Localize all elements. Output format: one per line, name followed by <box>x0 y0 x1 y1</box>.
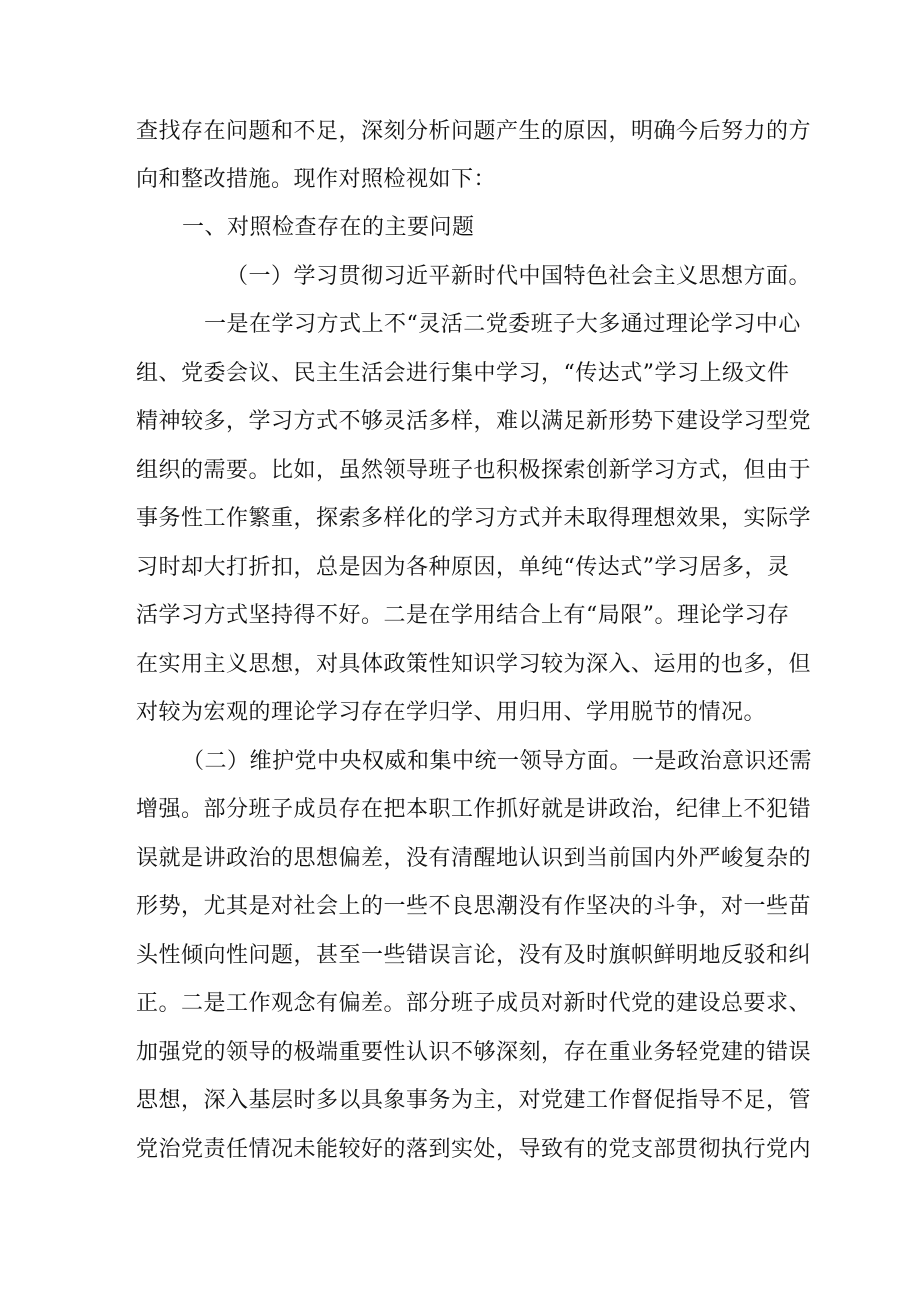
paragraph-line: 精神较多，学习方式不够灵活多样，难以满足新形势下建设学习型党 <box>136 409 812 434</box>
paragraph-line: （二）维护党中央权威和集中统一领导方面。一是政治意识还需 <box>182 749 813 774</box>
paragraph-line: 党治党责任情况未能较好的落到实处，导致有的党支部贯彻执行党内 <box>136 1137 812 1162</box>
paragraph-line: 组、党委会议、民主生活会进行集中学习，“传达式”学习上级文件 <box>136 361 790 386</box>
paragraph-line: 查找存在问题和不足，深刻分析问题产生的原因，明确今后努力的方 <box>136 119 812 144</box>
paragraph-line: 活学习方式坚持得不好。二是在学用结合上有“局限”。理论学习存 <box>136 603 790 628</box>
section-heading: 一、对照检查存在的主要问题 <box>182 215 475 240</box>
paragraph-line: 向和整改措施。现作对照检视如下： <box>136 167 497 192</box>
paragraph-line: 增强。部分班子成员存在把本职工作抓好就是讲政治，纪律上不犯错 <box>136 797 812 822</box>
paragraph-line: 在实用主义思想，对具体政策性知识学习较为深入、运用的也多，但 <box>136 652 812 677</box>
paragraph-line: 思想，深入基层时多以具象事务为主，对党建工作督促指导不足，管 <box>136 1088 812 1113</box>
paragraph-line: 头性倾向性问题，甚至一些错误言论，没有及时旗帜鲜明地反驳和纠 <box>136 943 812 968</box>
paragraph-line: 正。二是工作观念有偏差。部分班子成员对新时代党的建设总要求、 <box>136 991 812 1016</box>
paragraph-line: 误就是讲政治的思想偏差，没有清醒地认识到当前国内外严峻复杂的 <box>136 846 812 871</box>
paragraph-line: 对较为宏观的理论学习存在学归学、用归用、学用脱节的情况。 <box>136 700 767 725</box>
paragraph-line: 习时却大打折扣，总是因为各种原因，单纯“传达式”学习居多，灵 <box>136 555 790 580</box>
paragraph-line: 加强党的领导的极端重要性认识不够深刻，存在重业务轻党建的错误 <box>136 1040 812 1065</box>
paragraph-line: 一是在学习方式上不“灵活二党委班子大多通过理论学习中心 <box>204 312 801 337</box>
paragraph-line: 组织的需要。比如，虽然领导班子也积极探索创新学习方式，但由于 <box>136 458 812 483</box>
subsection-heading: （一）学习贯彻习近平新时代中国特色社会主义思想方面。 <box>226 264 812 289</box>
paragraph-line: 事务性工作繁重，探索多样化的学习方式并未取得理想效果，实际学 <box>136 506 812 531</box>
paragraph-line: 形势，尤其是对社会上的一些不良思潮没有作坚决的斗争，对一些苗 <box>136 894 812 919</box>
